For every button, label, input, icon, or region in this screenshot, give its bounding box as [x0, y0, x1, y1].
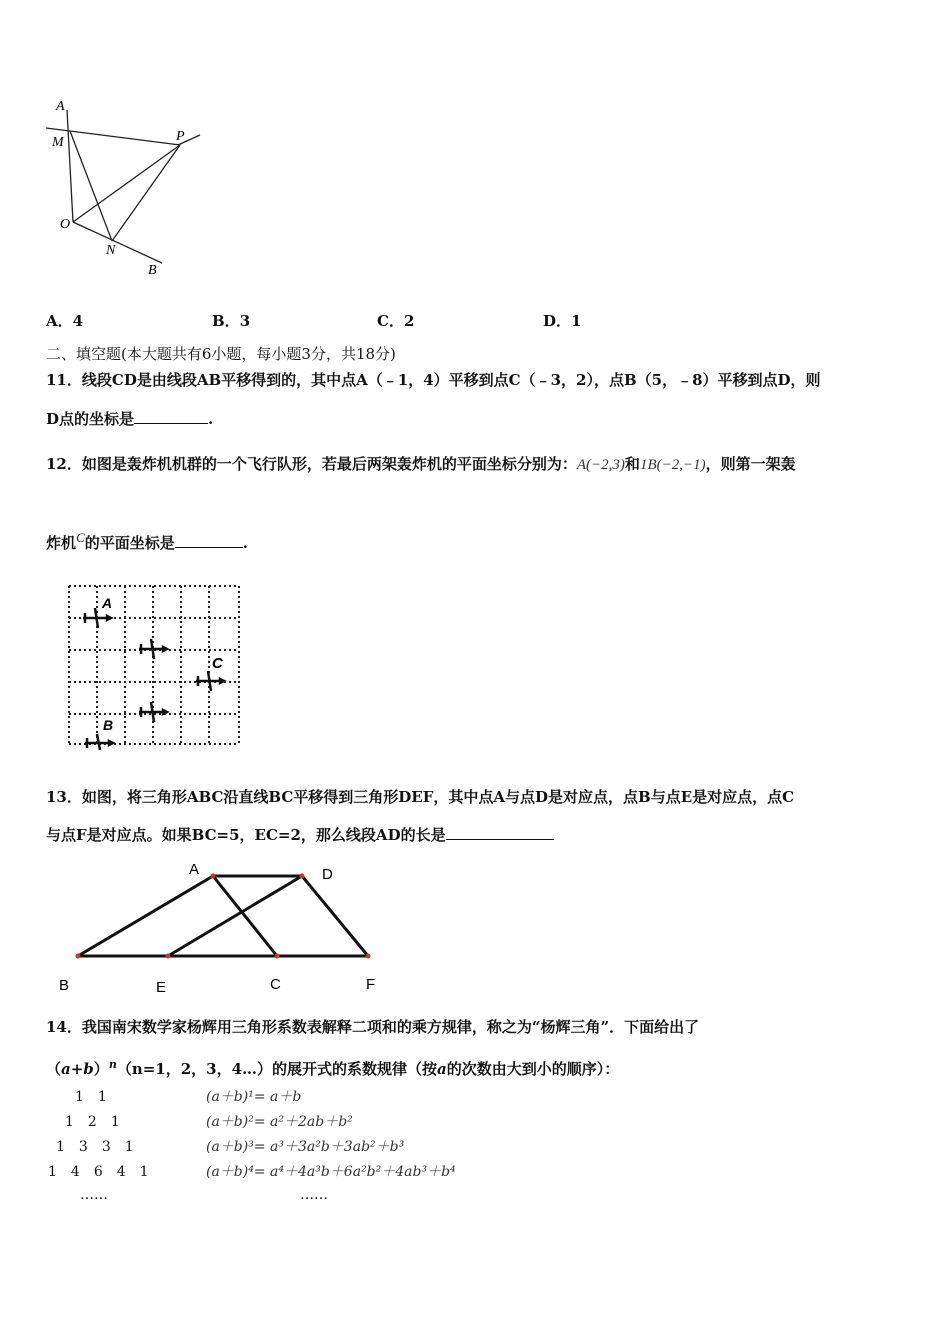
q12-line2-text: 炸机	[46, 534, 77, 552]
segment-PN	[112, 145, 180, 241]
bomber-formation-grid	[62, 580, 247, 752]
label-F2: F	[366, 976, 376, 993]
option-d[interactable]: D．1	[543, 312, 582, 330]
q12-line2-mid: 的平面坐标是	[84, 534, 175, 552]
label-O: O	[60, 217, 71, 232]
q12-line1-text: 12．如图是轰炸机机群的一个飞行队形，若最后两架轰炸机的平面坐标分别为：	[46, 455, 577, 473]
label-A2: A	[189, 861, 200, 878]
q13-line2	[46, 824, 554, 845]
expansion-3: (a＋b)³= a³＋3a²b＋3ab²＋b³	[206, 1139, 405, 1155]
translation-triangles-figure	[50, 856, 390, 998]
segment-AC	[213, 876, 277, 956]
option-a[interactable]: A．4	[46, 312, 84, 330]
q12-answer-blank[interactable]	[175, 532, 243, 548]
label-P: P	[176, 129, 185, 144]
q12-line1-suffix: ，则第一架轰	[705, 455, 796, 473]
expansion-2: (a＋b)²= a²＋2ab＋b²	[206, 1114, 353, 1130]
triangle-row-3: 1 3 3 1	[56, 1139, 134, 1155]
q14-line2-rest: 的次数由大到小的顺序）：	[446, 1060, 620, 1078]
label-M: M	[52, 135, 64, 150]
q14-base: a+b	[61, 1060, 94, 1078]
expansion-1: (a＋b)¹= a＋b	[206, 1089, 302, 1105]
label-A: A	[56, 99, 65, 114]
plane-icon-4	[139, 702, 167, 722]
line-MP-ext	[46, 128, 180, 145]
q12-coord-b: 1B(−2,−1)	[639, 457, 706, 473]
label-B2: B	[59, 977, 70, 994]
label-N: N	[106, 243, 116, 258]
segment-OP	[73, 145, 180, 222]
ray-OB	[73, 222, 162, 263]
label-D2: D	[322, 866, 333, 883]
plane-icon-c	[196, 671, 224, 691]
q12-coord-a: A(−2,3)	[576, 457, 625, 473]
grid-label-a: A	[102, 595, 113, 611]
q14-paren-close: ）	[93, 1060, 109, 1078]
q11-line2	[46, 408, 213, 429]
plane-icon-b	[85, 734, 113, 750]
segment-MN	[70, 131, 112, 241]
triangle-row-ellipsis: ……	[80, 1187, 108, 1203]
grid-label-b: B	[103, 717, 114, 733]
segment-DE	[168, 876, 302, 956]
q13-line1: 13．如图，将三角形ABC沿直线BC平移得到三角形DEF，其中点A与点D是对应点，点B与点E是对应点，点C	[46, 788, 795, 806]
q12-line2	[46, 528, 248, 553]
ray-OA	[67, 110, 73, 222]
q14-line1: 14．我国南宋数学家杨辉用三角形系数表解释二项和的乘方规律，称之为“杨辉三角”．下面给出了	[46, 1018, 700, 1036]
q14-paren-open: （	[46, 1060, 62, 1078]
q12-and: 和	[624, 455, 640, 473]
q13-line2-text: 与点F是对应点。如果BC=5，EC=2，那么线段AD的长是	[46, 826, 446, 844]
triangle-row-1: 1 1	[75, 1089, 107, 1105]
expansion-ellipsis: ……	[300, 1187, 328, 1203]
q11-line1: 11．线段CD是由线段AB平移得到的，其中点A（﹣1，4）平移到点C（﹣3，2），点B（5，﹣8）平移到点D，则	[46, 371, 821, 389]
label-B: B	[148, 263, 157, 278]
q13-answer-blank[interactable]	[446, 824, 554, 840]
triangle-row-4: 1 4 6 4 1	[48, 1164, 149, 1180]
label-C2: C	[270, 976, 281, 993]
option-c[interactable]: C．2	[377, 312, 415, 330]
q14-exponent: n	[108, 1058, 117, 1071]
segment-DF	[302, 876, 368, 956]
q12-line1	[46, 454, 796, 475]
q14-line2	[46, 1055, 619, 1079]
q11-line2-text: D点的坐标是	[46, 410, 135, 428]
segment-AB	[78, 876, 213, 956]
section-heading: 二、填空题(本大题共有6小题，每小题3分，共18分)	[46, 345, 396, 363]
option-b[interactable]: B．3	[212, 312, 251, 330]
q14-n-range: （n=1，2，3，4…）的展开式的系数规律（按	[116, 1060, 438, 1078]
expansion-4: (a＋b)⁴= a⁴＋4a³b＋6a²b²＋4ab³＋b⁴	[206, 1164, 456, 1180]
q11-answer-blank[interactable]	[134, 408, 208, 424]
q11-period: .	[208, 410, 214, 428]
q12-var-c: C	[76, 530, 85, 545]
q14-var-a: a	[437, 1060, 447, 1078]
grid-label-c: C	[212, 655, 223, 672]
geometry-figure-angle	[40, 90, 220, 290]
label-E2: E	[156, 979, 167, 996]
triangle-row-2: 1 2 1	[65, 1114, 120, 1130]
q12-period: .	[242, 534, 248, 552]
